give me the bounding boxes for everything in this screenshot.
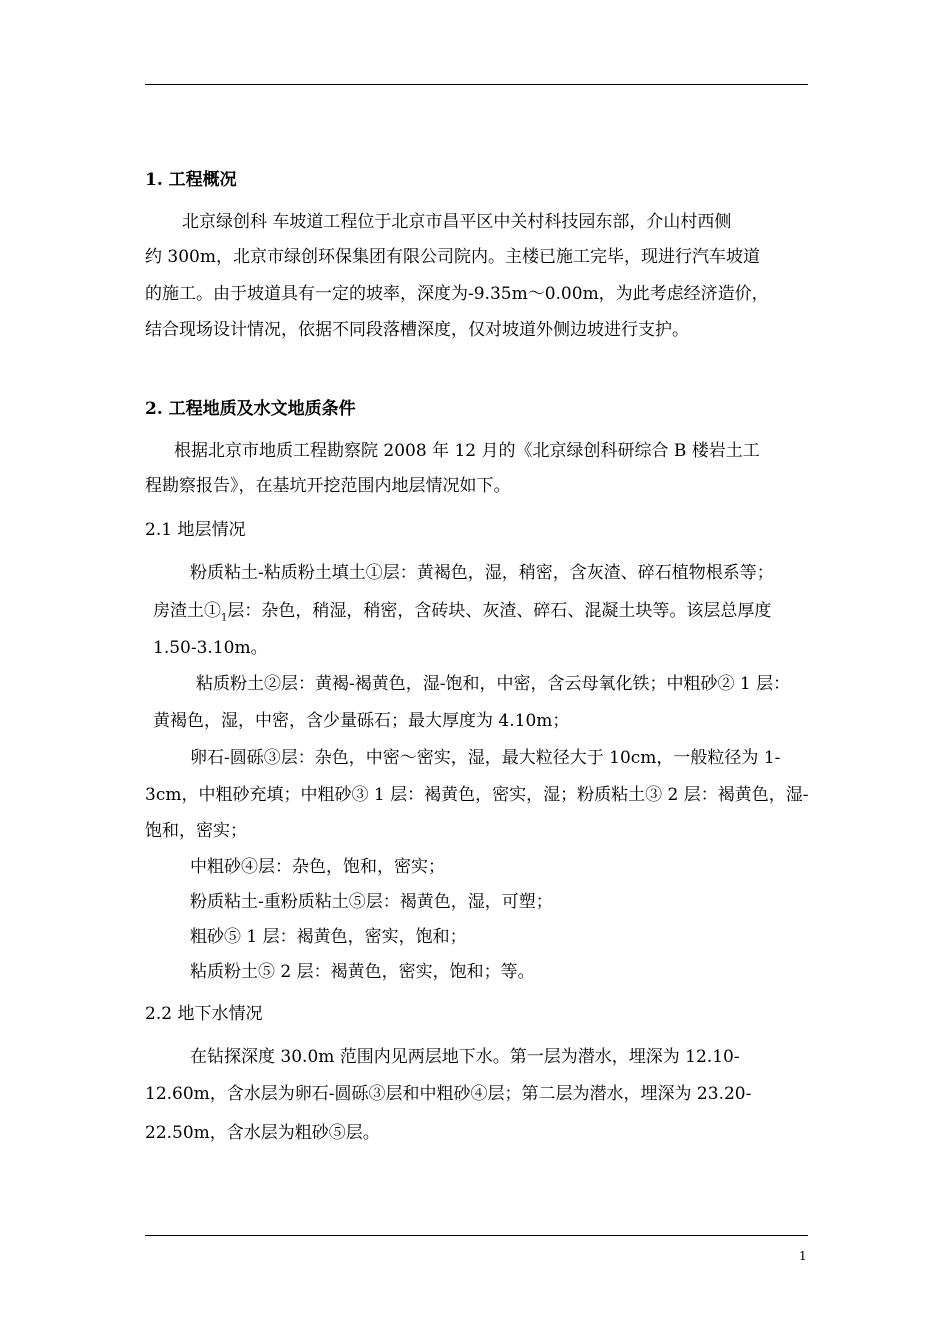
paragraph-line: 3cm，中粗砂充填；中粗砂③ 1 层：褐黄色，密实，湿；粉质粘土③ 2 层：褐黄色，湿- bbox=[145, 785, 809, 805]
paragraph-line: 粗砂⑤ 1 层：褐黄色，密实，饱和； bbox=[190, 927, 467, 947]
subsection-title: 2.2 地下水情况 bbox=[145, 1004, 263, 1024]
page-number: 1 bbox=[799, 1249, 807, 1263]
paragraph-line: 的施工。由于坡道具有一定的坡率，深度为-9.35m～0.00m，为此考虑经济造价， bbox=[145, 284, 769, 304]
paragraph-line: 结合现场设计情况，依据不同段落槽深度，仅对坡道外侧边坡进行支护。 bbox=[145, 320, 689, 340]
paragraph-line: 约 300m，北京市绿创环保集团有限公司院内。主楼已施工完毕，现进行汽车坡道 bbox=[145, 247, 760, 267]
paragraph-line: 粉质粘土-粘质粉土填土①层：黄褐色，湿，稍密，含灰渣、碎石植物根系等； bbox=[190, 563, 774, 583]
paragraph-line: 1.50-3.10m。 bbox=[153, 638, 268, 658]
paragraph-line: 黄褐色，湿，中密，含少量砾石；最大厚度为 4.10m； bbox=[153, 711, 570, 731]
paragraph-line: 饱和，密实； bbox=[145, 821, 247, 841]
paragraph-line: 粉质粘土-重粉质粘土⑤层：褐黄色，湿，可塑； bbox=[190, 892, 553, 912]
paragraph-line: 粘质粉土②层：黄褐-褐黄色，湿-饱和，中密，含云母氧化铁；中粗砂② 1 层： bbox=[196, 674, 791, 694]
paragraph-line: 根据北京市地质工程勘察院 2008 年 12 月的《北京绿创科研综合 B 楼岩土工 bbox=[174, 441, 760, 461]
header-rule bbox=[145, 84, 808, 85]
paragraph-line: 粘质粉土⑤ 2 层：褐黄色，密实，饱和；等。 bbox=[190, 962, 535, 982]
section2-heading: 2. 工程地质及水文地质条件 bbox=[145, 399, 356, 419]
paragraph-line: 中粗砂④层：杂色，饱和，密实； bbox=[190, 857, 445, 877]
paragraph-line: 卵石-圆砾③层：杂色，中密～密实，湿，最大粒径大于 10cm，一般粒径为 1- bbox=[190, 748, 781, 768]
paragraph-line: 房渣土$①_1$层：杂色，稍湿，稍密，含砖块、灰渣、碎石、混凝土块等。该层总厚度 bbox=[153, 601, 772, 624]
paragraph-line: 北京绿创科 车坡道工程位于北京市昌平区中关村科技园东部，介山村西侧 bbox=[182, 212, 732, 232]
paragraph-line: 在钻探深度 30.0m 范围内见两层地下水。第一层为潜水，埋深为 12.10- bbox=[190, 1047, 740, 1067]
paragraph-line: 程勘察报告》，在基坑开挖范围内地层情况如下。 bbox=[145, 476, 511, 496]
footer-rule bbox=[145, 1235, 808, 1236]
paragraph-line: 12.60m，含水层为卵石-圆砾③层和中粗砂④层；第二层为潜水，埋深为 23.20- bbox=[145, 1084, 752, 1104]
section1-heading: 1. 工程概况 bbox=[145, 170, 237, 190]
paragraph-line: 22.50m，含水层为粗砂⑤层。 bbox=[145, 1123, 380, 1143]
subsection-title: 2.1 地层情况 bbox=[145, 520, 246, 540]
